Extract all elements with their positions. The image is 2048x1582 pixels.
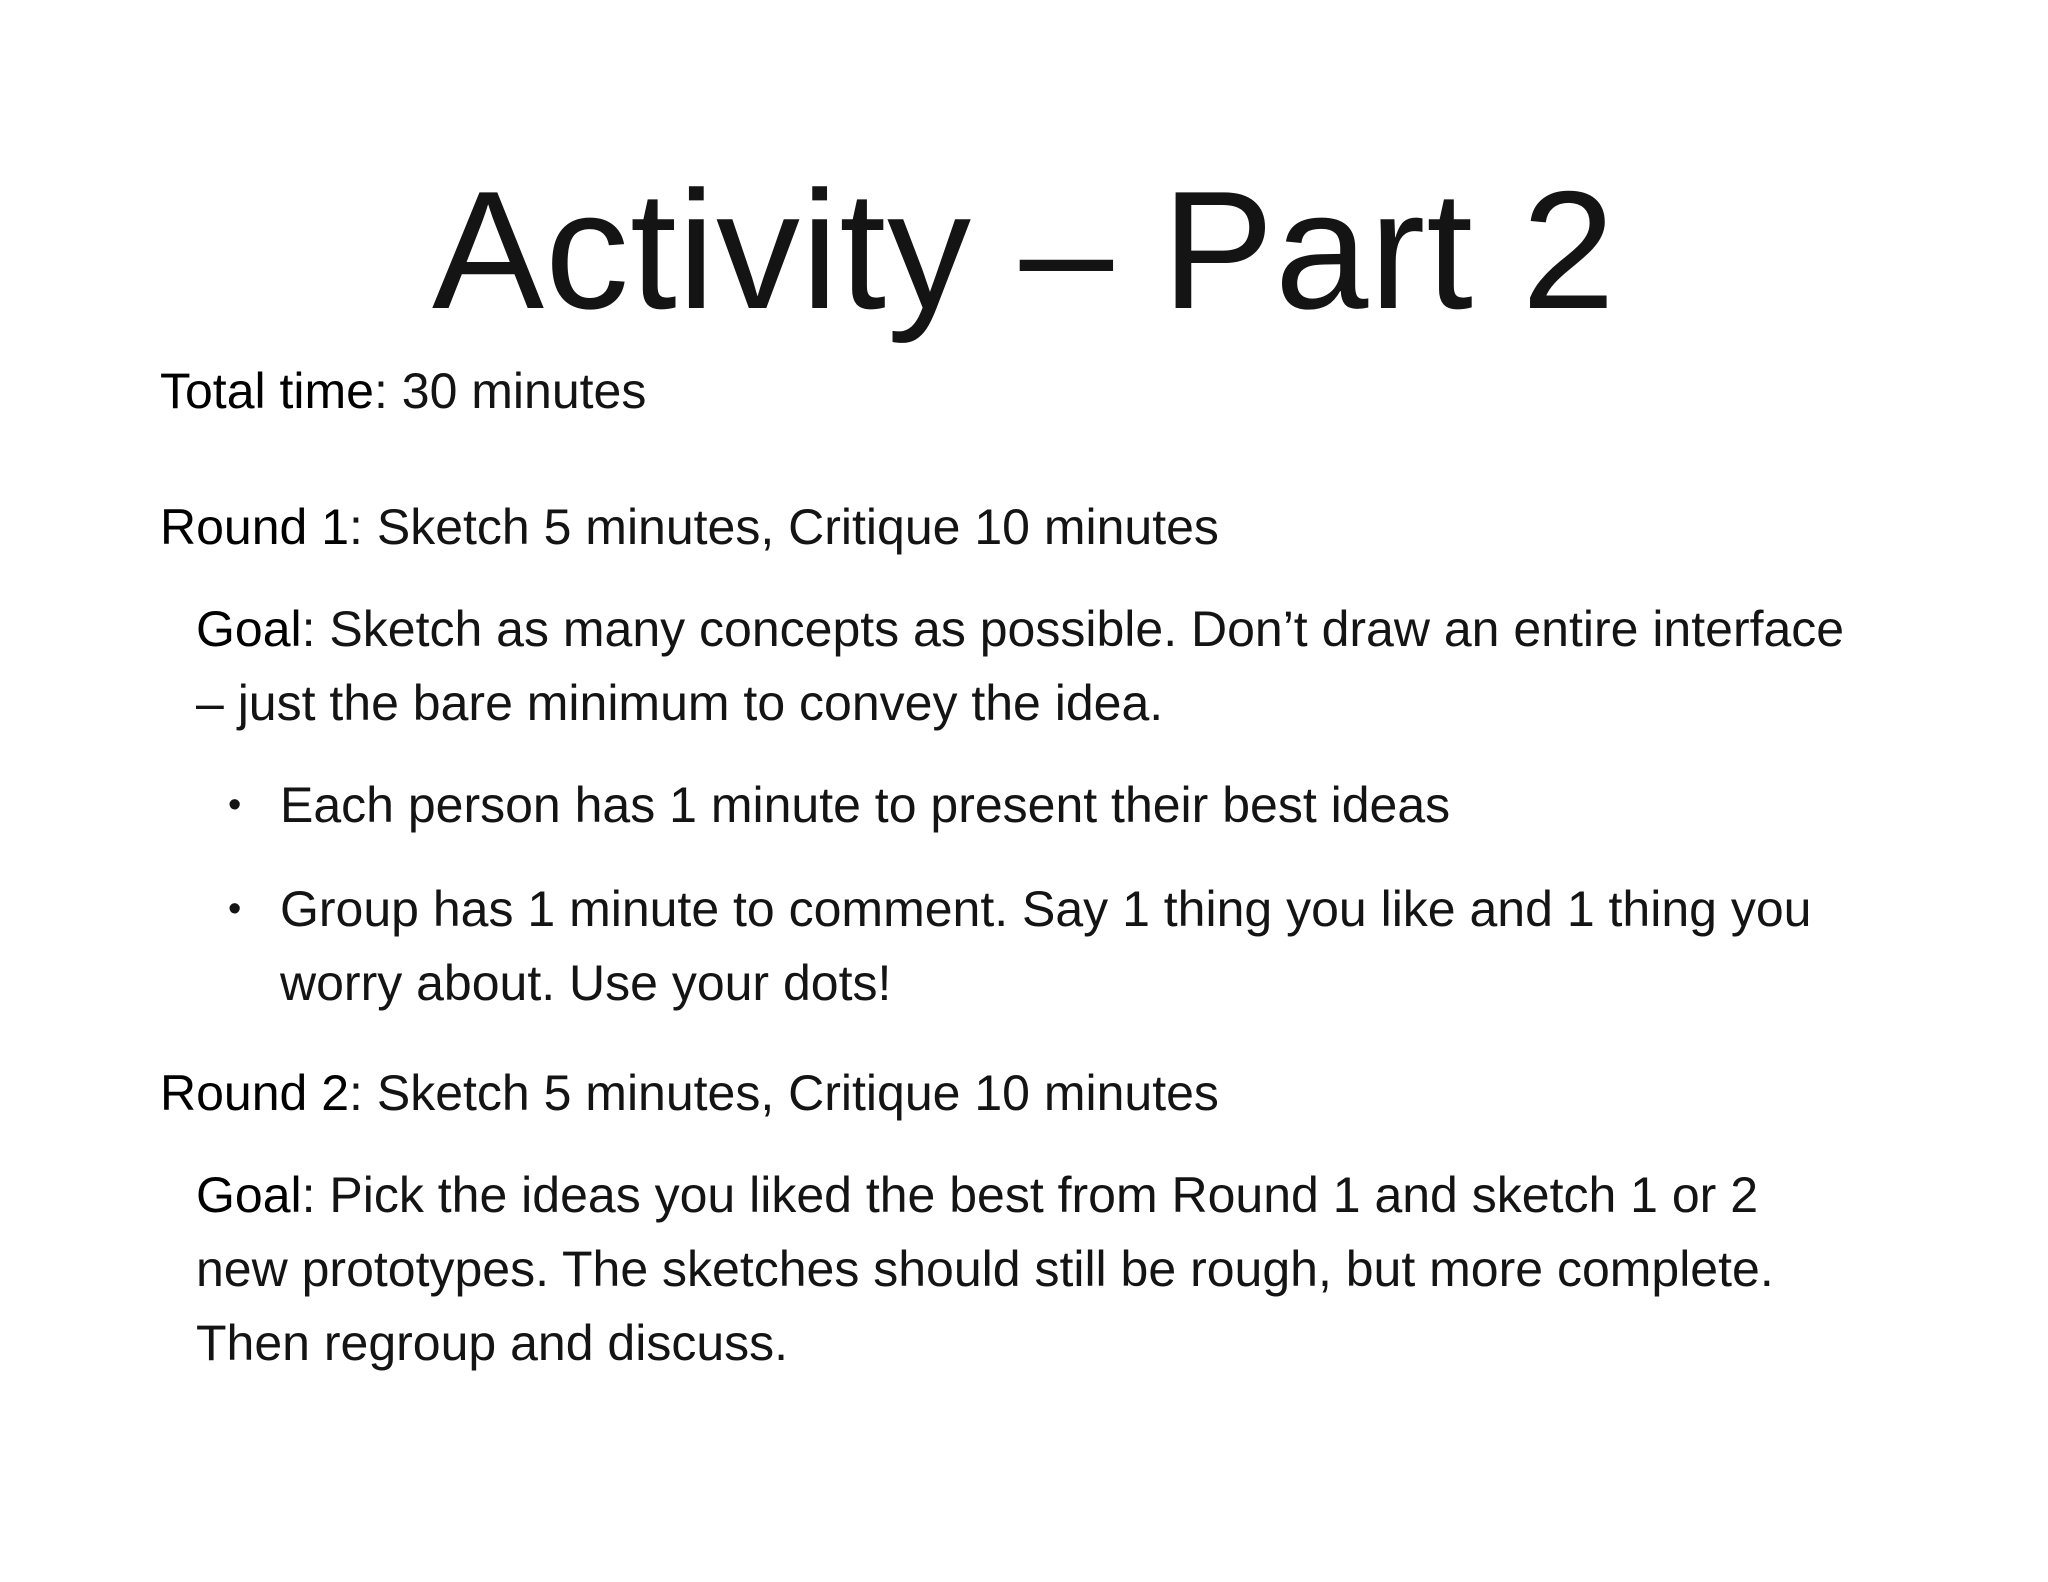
slide-title: Activity – Part 2	[431, 156, 1617, 344]
round-2-separator: :	[349, 1065, 363, 1121]
total-time-label: Total time	[160, 363, 374, 419]
round-1-bullet-list	[160, 768, 1900, 1020]
round-1-goal-label: Goal	[196, 601, 302, 657]
round-1-goal-text: Sketch as many concepts as possible. Don’t draw an entire interface – just the bare minimum to convey the idea.	[196, 601, 1845, 731]
round-1-bullet-text: Each person has 1 minute to present their best ideas	[280, 777, 1451, 833]
round-1-goal-separator: :	[301, 601, 316, 657]
round-2-goal-label: Goal	[196, 1167, 302, 1223]
round-1-bullet-item	[160, 768, 1820, 842]
total-time-separator: :	[373, 363, 388, 419]
round-1-value: Sketch 5 minutes, Critique 10 minutes	[362, 499, 1219, 555]
round-1-separator: :	[349, 499, 363, 555]
round-1-goal	[196, 592, 1856, 740]
slide-body	[160, 354, 1900, 1408]
round-2-label: Round 2	[160, 1065, 350, 1121]
total-time-value: 30 minutes	[387, 363, 647, 419]
round-2-value: Sketch 5 minutes, Critique 10 minutes	[362, 1065, 1219, 1121]
total-time-line	[160, 354, 1900, 428]
round-1-line	[160, 490, 1900, 564]
round-1-bullet-item	[160, 872, 1820, 1020]
round-2-goal	[196, 1158, 1856, 1380]
round-2-goal-separator: :	[301, 1167, 316, 1223]
round-2-goal-text: Pick the ideas you liked the best from Round 1 and sketch 1 or 2 new prototypes. The sketches should still be rough, but more complete. Then regroup and discuss.	[196, 1167, 1774, 1371]
bullet-dot-icon: •	[228, 888, 242, 930]
round-1-bullet-text: Group has 1 minute to comment. Say 1 thing you like and 1 thing you worry about. Use your dots!	[280, 881, 1812, 1011]
round-1-label: Round 1	[160, 499, 350, 555]
round-2-line	[160, 1056, 1900, 1130]
bullet-dot-icon: •	[228, 784, 242, 826]
